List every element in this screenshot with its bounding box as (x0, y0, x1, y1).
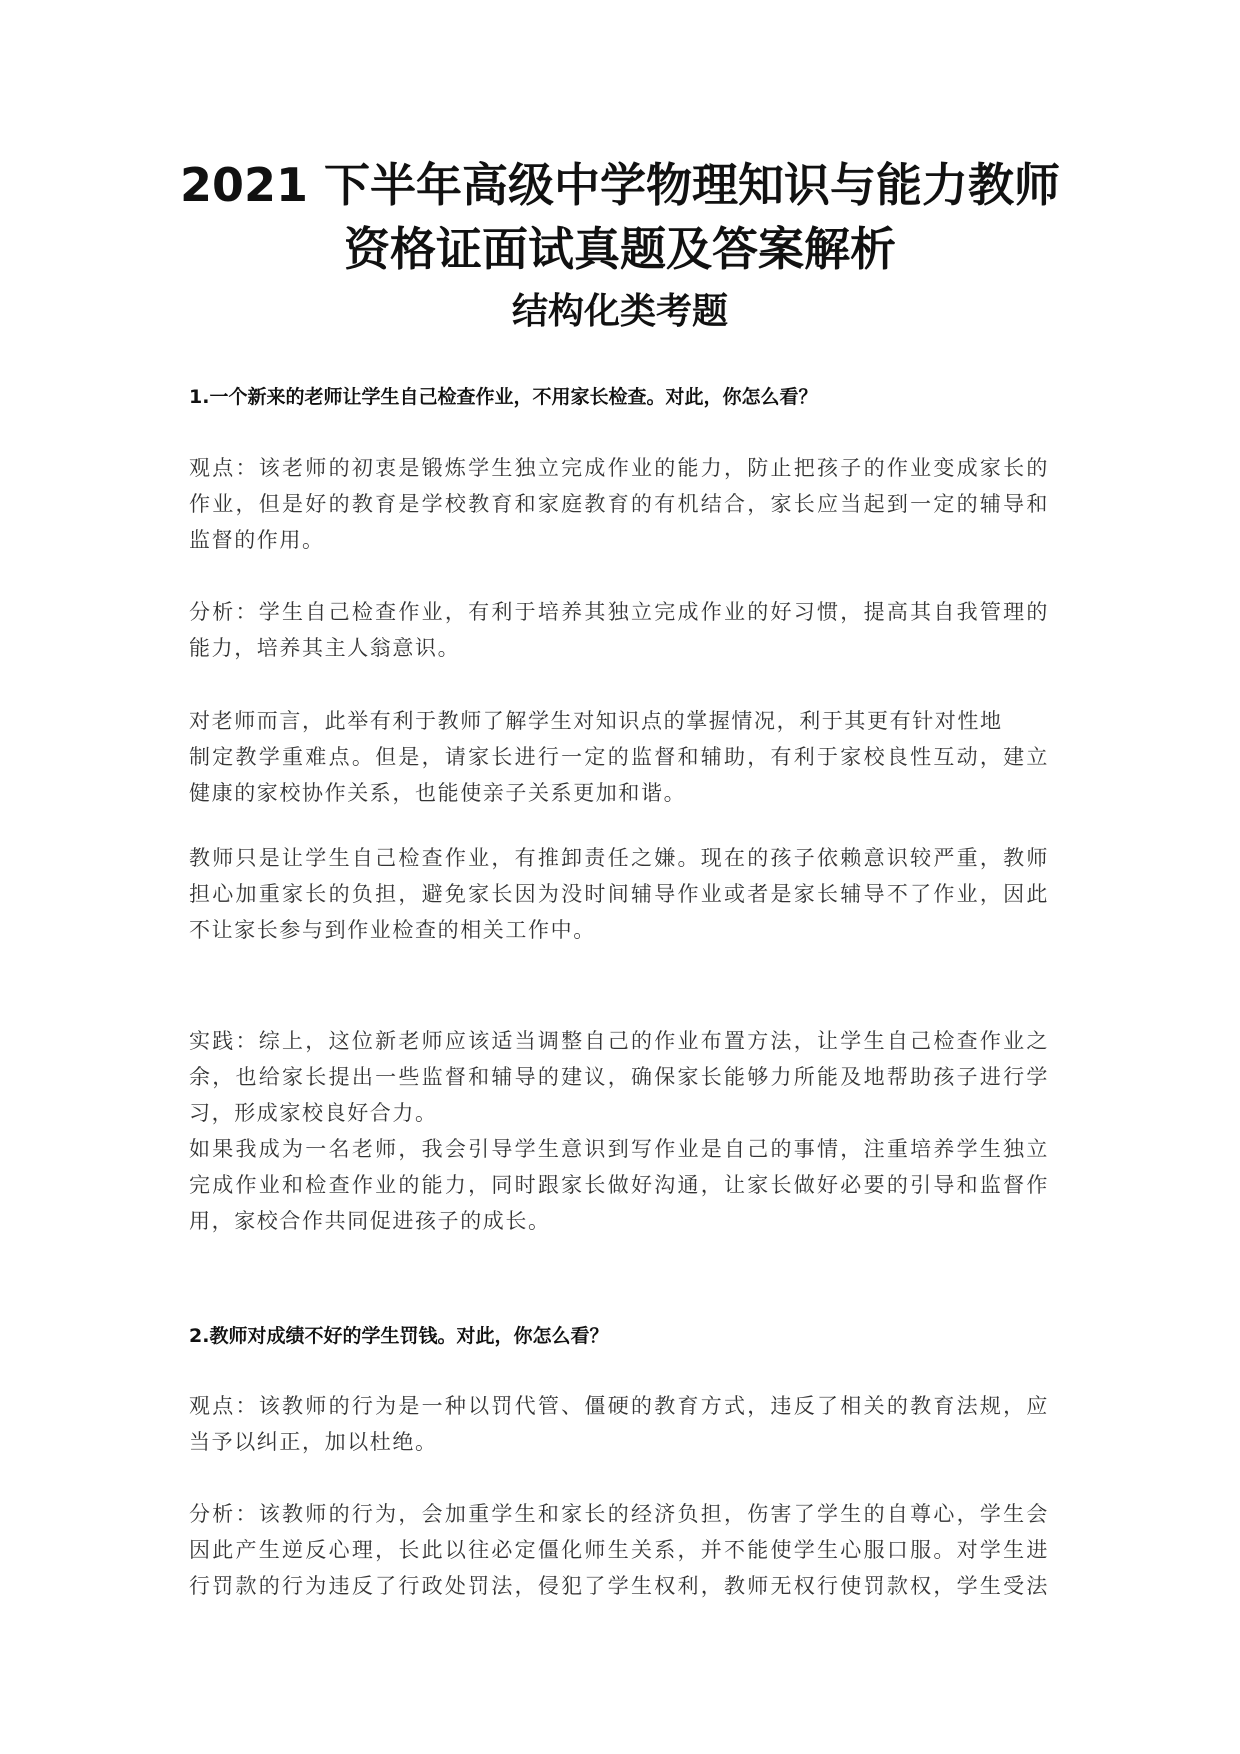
question-1-viewpoint (189, 450, 1049, 558)
text-line: 制定教学重难点。但是，请家长进行一定的监督和辅助，有利于家校良性互动，建立 (189, 745, 1049, 769)
text-line: 担心加重家长的负担，避免家长因为没时间辅导作业或者是家长辅导不了作业，因此 (189, 882, 1049, 906)
question-1-heading: 1.一个新来的老师让学生自己检查作业，不用家长检查。对此，你怎么看？ (189, 386, 818, 408)
text-line: 对老师而言，此举有利于教师了解学生对知识点的掌握情况，利于其更有针对性地 (189, 709, 1003, 733)
text-line: 用，家校合作共同促进孩子的成长。 (189, 1209, 551, 1233)
document-subtitle: 结构化类考题 (511, 291, 728, 332)
text-line: 行罚款的行为违反了行政处罚法，侵犯了学生权利，教师无权行使罚款权，学生受法 (189, 1574, 1049, 1598)
text-line: 教师只是让学生自己检查作业，有推卸责任之嫌。现在的孩子依赖意识较严重，教师 (189, 846, 1049, 870)
text-line: 观点：该教师的行为是一种以罚代管、僵硬的教育方式，违反了相关的教育法规，应 (189, 1394, 1049, 1418)
document-title-line-2: 资格证面试真题及答案解析 (344, 222, 896, 276)
text-line: 实践：综上，这位新老师应该适当调整自己的作业布置方法，让学生自己检查作业之 (189, 1029, 1049, 1053)
question-1-practice (189, 1023, 1049, 1239)
question-1-teacher-perspective (189, 703, 1049, 811)
text-line: 监督的作用。 (189, 528, 325, 552)
question-1-responsibility (189, 840, 1049, 948)
text-line: 作业，但是好的教育是学校教育和家庭教育的有机结合，家长应当起到一定的辅导和 (189, 492, 1049, 516)
question-2-viewpoint (189, 1388, 1049, 1460)
text-line: 习，形成家校良好合力。 (189, 1101, 438, 1125)
question-2-heading: 2.教师对成绩不好的学生罚钱。对此，你怎么看？ (189, 1325, 609, 1347)
text-line: 完成作业和检查作业的能力，同时跟家长做好沟通，让家长做好必要的引导和监督作 (189, 1173, 1049, 1197)
text-line: 不让家长参与到作业检查的相关工作中。 (189, 918, 596, 942)
text-line: 健康的家校协作关系，也能使亲子关系更加和谐。 (189, 781, 687, 805)
text-line: 因此产生逆反心理，长此以往必定僵化师生关系，并不能使学生心服口服。对学生进 (189, 1538, 1049, 1562)
question-2-analysis (189, 1496, 1049, 1604)
text-line: 当予以纠正，加以杜绝。 (189, 1430, 438, 1454)
text-line: 如果我成为一名老师，我会引导学生意识到写作业是自己的事情，注重培养学生独立 (189, 1137, 1049, 1161)
text-line: 余，也给家长提出一些监督和辅导的建议，确保家长能够力所能及地帮助孩子进行学 (189, 1065, 1049, 1089)
question-1-analysis (189, 594, 1049, 666)
text-line: 观点：该老师的初衷是锻炼学生独立完成作业的能力，防止把孩子的作业变成家长的 (189, 456, 1049, 480)
document-title-line-1: 2021 下半年高级中学物理知识与能力教师 (179, 158, 1061, 212)
text-line: 能力，培养其主人翁意识。 (189, 636, 461, 660)
text-line: 分析：该教师的行为，会加重学生和家长的经济负担，伤害了学生的自尊心，学生会 (189, 1502, 1049, 1526)
text-line: 分析：学生自己检查作业，有利于培养其独立完成作业的好习惯，提高其自我管理的 (189, 600, 1049, 624)
